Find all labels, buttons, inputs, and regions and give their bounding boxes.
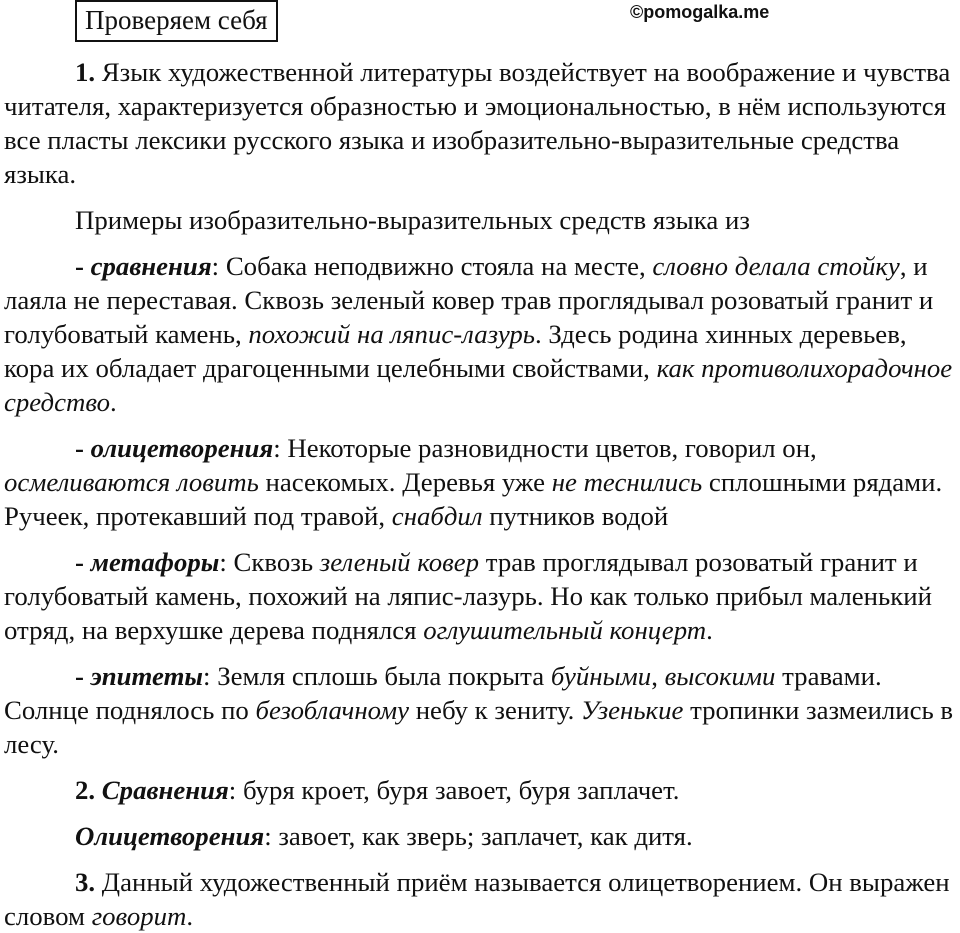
section-title: Проверяем себя <box>85 5 268 35</box>
paragraph-comparisons: - сравнения: Собака неподвижно стояла на месте, словно делала стойку, и лаяла не переставая. Сквозь зеленый ковер трав проглядывал розоватый гранит и голубоватый камень, похожий на ляпис-лазурь. Здесь родина хинных деревьев, кора их обладает драгоценными целебными свойствами, как противолихорадочное средство. <box>4 251 953 417</box>
paragraph-metaphors: - метафоры: Сквозь зеленый ковер трав проглядывал розоватый гранит и голубоватый камень, похожий на ляпис-лазурь. Но как только прибыл маленький отряд, на верхушке дерева поднялся оглушительный концерт. <box>4 547 932 645</box>
answer-number-2: 2. <box>75 775 102 805</box>
paragraph-epithets: - эпитеты: Земля сплошь была покрыта буйными, высокими травами. Солнце поднялось по безоблачному небу к зениту. Узенькие тропинки зазмеились в лесу. <box>4 661 954 759</box>
paragraph-answer-2: 2. Сравнения: буря кроет, буря завоет, буря заплачет. <box>75 775 680 805</box>
term-metaphors: метафоры <box>90 547 220 577</box>
paragraph-answer-1: 1. Язык художественной литературы воздействует на воображение и чувства читателя, характеризуется образностью и эмоциональностью, в нём используются все пласты лексики русского языка и изобразительно-выразительные средства языка. <box>4 57 951 189</box>
paragraph-examples-intro: Примеры изобразительно-выразительных средств языка из <box>75 205 750 235</box>
section-title-box <box>75 0 278 42</box>
watermark: ©pomogalka.me <box>630 2 770 22</box>
term-personification: олицетворения <box>90 433 274 463</box>
term-comparisons: сравнения <box>90 251 212 281</box>
answer-text <box>4 55 960 933</box>
answer-number-1: 1. <box>75 57 96 87</box>
paragraph-answer-3: 3. Данный художественный приём называется олицетворением. Он выражен словом говорит. <box>4 867 950 931</box>
answer-number-3: 3. <box>75 867 96 897</box>
paragraph-personification: - олицетворения: Некоторые разновидности цветов, говорил он, осмеливаются ловить насекомых. Деревья уже не теснились сплошными рядами. Ручеек, протекавший под травой, снабдил путников водой <box>4 433 943 531</box>
term-epithets: эпитеты <box>90 661 204 691</box>
paragraph-answer-2-personification: Олицетворения: завоет, как зверь; заплачет, как дитя. <box>75 821 693 851</box>
